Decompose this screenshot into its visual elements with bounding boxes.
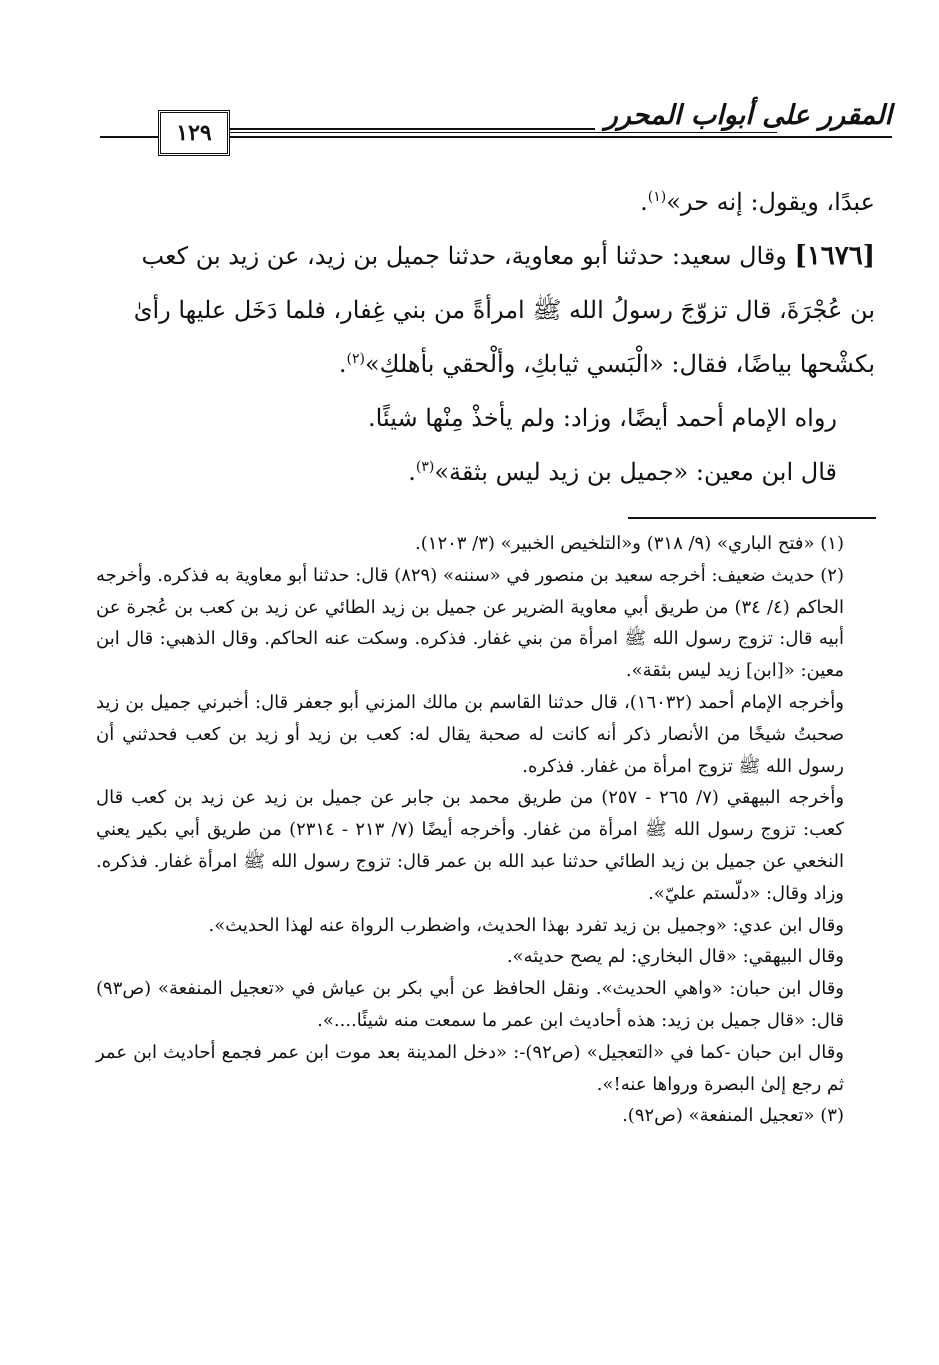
footnote-ref: (٢) bbox=[346, 351, 365, 367]
hadith-text: وقال سعيد: حدثنا أبو معاوية، حدثنا جميل بن زيد، عن زيد بن كعب بن عُجْرَةَ، قال تزوّجَ رسولُ الله ﷺ امرأةً من بني غِفار، فلما دَخَل عليها رأىٰ بكشْحها بياضًا، فقال: «الْبَسي ثيابكِ، وألْحقي بأهلكِ» bbox=[133, 242, 875, 378]
footnote-divider bbox=[628, 517, 876, 519]
page-header bbox=[100, 98, 892, 154]
footnote: وقال ابن حبان -كما في «التعجيل» (ص٩٢)-: «دخل المدينة بعد موت ابن عمر فجمع أحاديث ابن عمر ثم رجع إلىٰ البصرة ورواها عنه!». bbox=[96, 1041, 844, 1095]
footnote: وقال ابن عدي: «وجميل بن زيد تفرد بهذا الحديث، واضطرب الرواة عنه لهذا الحديث». bbox=[208, 914, 844, 936]
footnote: (٢) حديث ضعيف: أخرجه سعيد بن منصور في «سننه» (٨٢٩) قال: حدثنا أبو معاوية به فذكره. وأخرجه الحاكم (٤/ ٣٤) من طريق أبي معاوية الضرير عن جميل بن زيد الطائي عن زيد بن كعب بن عُجرة عن أبيه قال: تزوج رسول الله ﷺ امرأة من بني غفار. فذكره. وسكت عنه الحاكم. وقال الذهبي: قال ابن معين: «[ابن] زيد ليس بثقة». bbox=[96, 564, 844, 682]
footnote: وقال البيهقي: «قال البخاري: لم يصح حديثه». bbox=[506, 946, 844, 968]
footnote: (١) «فتح الباري» (٩/ ٣١٨) و«التلخيص الخبير» (٣/ ١٢٠٣). bbox=[415, 533, 844, 554]
hadith-number: [١٦٧٦] bbox=[794, 241, 875, 271]
footnotes bbox=[96, 528, 876, 1132]
footnote: وأخرجه البيهقي (٧/ ٢٦٥ - ٢٥٧) من طريق محمد بن جابر عن جميل بن زيد عن زيد بن كعب قال كعب: تزوج رسول الله ﷺ امرأة من غفار. وأخرجه أيضًا (٧/ ٢١٣ - ٢٣١٤) من طريق أبي بكير يعني النخعي عن جميل بن زيد الطائي حدثنا عبد الله بن عمر قال: تزوج رسول الله ﷺ امرأة غفار. فذكره. وزاد وقال: «دلّستم عليّ». bbox=[96, 787, 845, 904]
footnote: وأخرجه الإمام أحمد (١٦٠٣٢)، قال حدثنا القاسم بن مالك المزني أبو جعفر قال: أخبرني جميل بن زيد صحبتُ شيخًا من الأنصار ذكر أنه كانت له صحبة يقال له: كعب بن زيد أو زيد بن كعب فحدثني أن رسول الله ﷺ تزوج امرأة من غفار. فذكره. bbox=[96, 691, 844, 777]
footnote-ref: (١) bbox=[647, 189, 667, 205]
footnote: (٣) «تعجيل المنفعة» (ص٩٢). bbox=[622, 1105, 844, 1127]
main-paragraph: عبدًا، ويقول: إنه حر»$^{(١)}$. bbox=[640, 188, 875, 216]
main-text bbox=[115, 175, 875, 499]
main-paragraph: قال ابن معين: «جميل بن زيد ليس بثقة»$^{(٣)}$. bbox=[408, 458, 837, 486]
footnote-ref: (٣) bbox=[415, 459, 435, 475]
header-rule-thin bbox=[230, 132, 777, 133]
main-paragraph: رواه الإمام أحمد أيضًا، وزاد: ولم يأخذْ مِنْها شيئًا. bbox=[368, 404, 837, 432]
page-number: ١٢٩ bbox=[158, 110, 230, 156]
main-text-line: قال ابن معين: «جميل بن زيد ليس بثقة» bbox=[434, 458, 837, 486]
main-text-line: عبدًا، ويقول: إنه حر» bbox=[666, 188, 875, 216]
footnote: وقال ابن حبان: «واهي الحديث». ونقل الحافظ عن أبي بكر بن عياش في «تعجيل المنفعة» (ص٩٣) قال: «قال جميل بن زيد: هذه أحاديث ابن عمر ما سمعت منه شيئًا....». bbox=[96, 978, 844, 1031]
book-title: المقرر على أبواب المحرر bbox=[595, 100, 892, 131]
hadith-paragraph: [١٦٧٦] وقال سعيد: حدثنا أبو معاوية، حدثنا جميل بن زيد، عن زيد بن كعب بن عُجْرَةَ، قال تزوّجَ رسولُ الله ﷺ امرأةً من بني غِفار، فلما دَخَل عليها رأىٰ بكشْحها بياضًا، فقال: «الْبَسي ثيابكِ، وألْحقي بأهلكِ»$^{(٢)}$. bbox=[133, 241, 875, 378]
